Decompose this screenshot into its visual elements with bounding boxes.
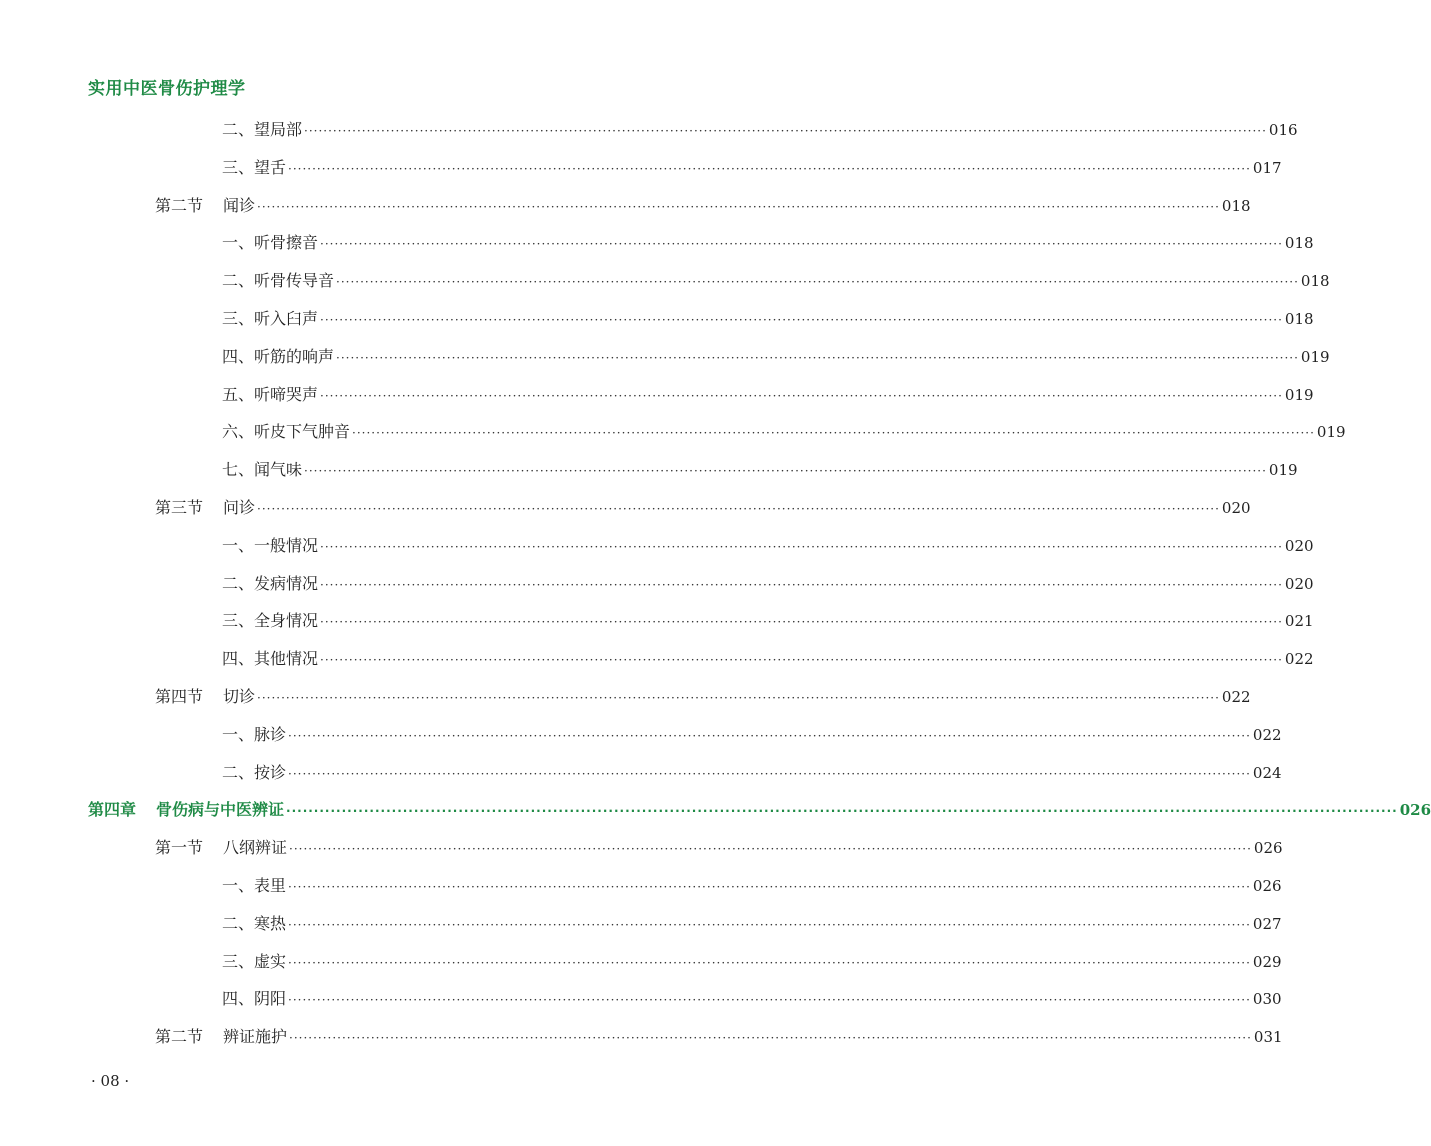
toc-label xyxy=(222,156,286,180)
dot-leader: ········································································································································································································ xyxy=(288,766,1251,781)
running-head: 实用中医骨伤护理学 xyxy=(88,79,246,99)
toc-entry-item xyxy=(0,950,1282,988)
toc-entry-section xyxy=(0,685,1251,723)
dot-leader: ········································································································································································································ xyxy=(288,917,1251,932)
toc-entry-item xyxy=(0,912,1282,950)
toc-page-number: 017 xyxy=(1252,158,1282,177)
page-number: · 08 · xyxy=(91,1072,130,1090)
toc-label xyxy=(222,118,302,142)
toc-page-number: 022 xyxy=(1221,687,1251,706)
toc-entry-section xyxy=(0,194,1251,232)
toc-page-number: 029 xyxy=(1252,952,1282,971)
toc-label xyxy=(222,420,350,444)
toc-label xyxy=(222,231,318,255)
toc-entry-item xyxy=(0,269,1330,307)
toc-page-number: 018 xyxy=(1221,196,1251,215)
toc-entry-item xyxy=(0,987,1282,1025)
toc-label xyxy=(222,572,318,596)
toc-title: 一、表里 xyxy=(222,875,287,895)
toc-entry-item xyxy=(0,572,1314,610)
toc-entry-section xyxy=(0,496,1251,534)
toc-number: 第二节 xyxy=(155,1027,204,1047)
dot-leader: ········································································································································································································ xyxy=(352,426,1315,441)
toc-label xyxy=(155,1025,287,1049)
toc-label xyxy=(222,950,286,974)
toc-page-number: 018 xyxy=(1284,234,1314,253)
toc-page-number: 018 xyxy=(1284,309,1314,328)
toc-page-number: 022 xyxy=(1284,650,1314,669)
toc-title: 二、寒热 xyxy=(222,913,287,933)
toc-entry-item xyxy=(0,156,1282,194)
dot-leader: ········································································································································································································ xyxy=(304,464,1267,479)
toc-label xyxy=(222,647,318,671)
toc-label xyxy=(155,194,255,218)
toc-label xyxy=(222,761,286,785)
toc-title: 问诊 xyxy=(223,497,256,517)
toc-label xyxy=(222,534,318,558)
toc-title: 一、一般情况 xyxy=(222,535,319,555)
toc-title: 七、闻气味 xyxy=(222,460,303,480)
toc-entry-item xyxy=(0,420,1346,458)
dot-leader: ········································································································································································································ xyxy=(289,1031,1252,1046)
dot-leader: ········································································································································································································ xyxy=(320,615,1283,630)
toc-entry-item xyxy=(0,458,1298,496)
toc-entry-item xyxy=(0,723,1282,761)
toc-page-number: 021 xyxy=(1284,612,1314,631)
toc-entry-section xyxy=(0,1025,1283,1063)
toc-page-number: 031 xyxy=(1253,1028,1283,1047)
toc-label xyxy=(222,269,334,293)
toc-entry-item xyxy=(0,647,1314,685)
toc-entry-item xyxy=(0,345,1330,383)
dot-leader: ········································································································································································································ xyxy=(320,577,1283,592)
toc-title: 三、听入臼声 xyxy=(222,308,319,328)
toc-title: 一、听骨擦音 xyxy=(222,233,319,253)
toc-label xyxy=(222,458,302,482)
toc-label xyxy=(155,685,255,709)
dot-leader: ········································································································································································································ xyxy=(257,199,1220,214)
toc-entry-item xyxy=(0,534,1314,572)
toc-entry-item xyxy=(0,118,1298,156)
toc-page-number: 018 xyxy=(1300,272,1330,291)
toc-title: 六、听皮下气肿音 xyxy=(222,422,351,442)
toc-number: 第四节 xyxy=(155,686,204,706)
dot-leader: ········································································································································································································ xyxy=(320,237,1283,252)
toc-page-number: 030 xyxy=(1252,990,1282,1009)
toc-page-number: 026 xyxy=(1252,876,1282,895)
table-of-contents xyxy=(0,118,1431,1063)
dot-leader: ········································································································································································································ xyxy=(286,804,1398,819)
toc-entry-item xyxy=(0,231,1314,269)
toc-title: 二、发病情况 xyxy=(222,573,319,593)
toc-number: 第一节 xyxy=(155,838,204,858)
toc-page-number: 026 xyxy=(1253,839,1283,858)
toc-label xyxy=(155,496,255,520)
dot-leader: ········································································································································································································ xyxy=(336,350,1299,365)
dot-leader: ········································································································································································································ xyxy=(257,501,1220,516)
toc-page-number: 022 xyxy=(1252,725,1282,744)
dot-leader: ········································································································································································································ xyxy=(289,842,1252,857)
toc-page-number: 027 xyxy=(1252,914,1282,933)
toc-page-number: 020 xyxy=(1284,574,1314,593)
toc-page-number: 019 xyxy=(1316,423,1346,442)
toc-entry-item xyxy=(0,609,1314,647)
toc-label xyxy=(222,912,286,936)
dot-leader: ········································································································································································································ xyxy=(304,124,1267,138)
dot-leader: ········································································································································································································ xyxy=(320,653,1283,668)
toc-page-number: 019 xyxy=(1284,385,1314,404)
dot-leader: ········································································································································································································ xyxy=(288,879,1251,894)
dot-leader: ········································································································································································································ xyxy=(288,728,1251,743)
toc-entry-section xyxy=(0,836,1283,874)
toc-label xyxy=(222,874,286,898)
toc-title: 三、全身情况 xyxy=(222,611,319,631)
toc-page-number: 016 xyxy=(1268,121,1298,139)
toc-title: 二、听骨传导音 xyxy=(222,271,335,291)
toc-title: 骨伤病与中医辨证 xyxy=(156,800,285,820)
toc-page-number: 019 xyxy=(1268,461,1298,480)
toc-number: 第二节 xyxy=(155,195,204,215)
toc-label xyxy=(222,383,318,407)
toc-page-number: 020 xyxy=(1221,498,1251,517)
toc-title: 四、阴阳 xyxy=(222,989,287,1009)
toc-title: 五、听啼哭声 xyxy=(222,384,319,404)
toc-title: 切诊 xyxy=(223,686,256,706)
toc-number: 第三节 xyxy=(155,497,204,517)
toc-title: 四、其他情况 xyxy=(222,649,319,669)
toc-label xyxy=(222,987,286,1011)
toc-title: 一、脉诊 xyxy=(222,724,287,744)
dot-leader: ········································································································································································································ xyxy=(320,312,1283,327)
toc-title: 八纲辨证 xyxy=(223,838,288,858)
toc-label xyxy=(222,345,334,369)
toc-page-number: 024 xyxy=(1252,763,1282,782)
toc-title: 辨证施护 xyxy=(223,1027,288,1047)
toc-entry-item xyxy=(0,383,1314,421)
dot-leader: ········································································································································································································ xyxy=(288,993,1251,1008)
toc-title: 四、听筋的响声 xyxy=(222,346,335,366)
dot-leader: ········································································································································································································ xyxy=(288,161,1251,176)
toc-label xyxy=(222,307,318,331)
dot-leader: ········································································································································································································ xyxy=(320,539,1283,554)
toc-page-number: 026 xyxy=(1399,801,1431,820)
toc-entry-item xyxy=(0,307,1314,345)
dot-leader: ········································································································································································································ xyxy=(257,690,1220,705)
toc-page-number: 019 xyxy=(1300,347,1330,366)
dot-leader: ········································································································································································································ xyxy=(336,275,1299,290)
toc-label xyxy=(88,798,284,822)
toc-title: 三、望舌 xyxy=(222,157,287,177)
toc-entry-item xyxy=(0,761,1282,799)
toc-title: 二、望局部 xyxy=(222,120,303,139)
dot-leader: ········································································································································································································ xyxy=(320,388,1283,403)
toc-entry-chapter xyxy=(0,798,1431,836)
toc-page-number: 020 xyxy=(1284,536,1314,555)
toc-title: 三、虚实 xyxy=(222,951,287,971)
toc-number: 第四章 xyxy=(88,800,137,820)
toc-label xyxy=(222,609,318,633)
dot-leader: ········································································································································································································ xyxy=(288,955,1251,970)
toc-label xyxy=(222,723,286,747)
toc-title: 闻诊 xyxy=(223,195,256,215)
toc-title: 二、按诊 xyxy=(222,762,287,782)
toc-label xyxy=(155,836,287,860)
toc-entry-item xyxy=(0,874,1282,912)
